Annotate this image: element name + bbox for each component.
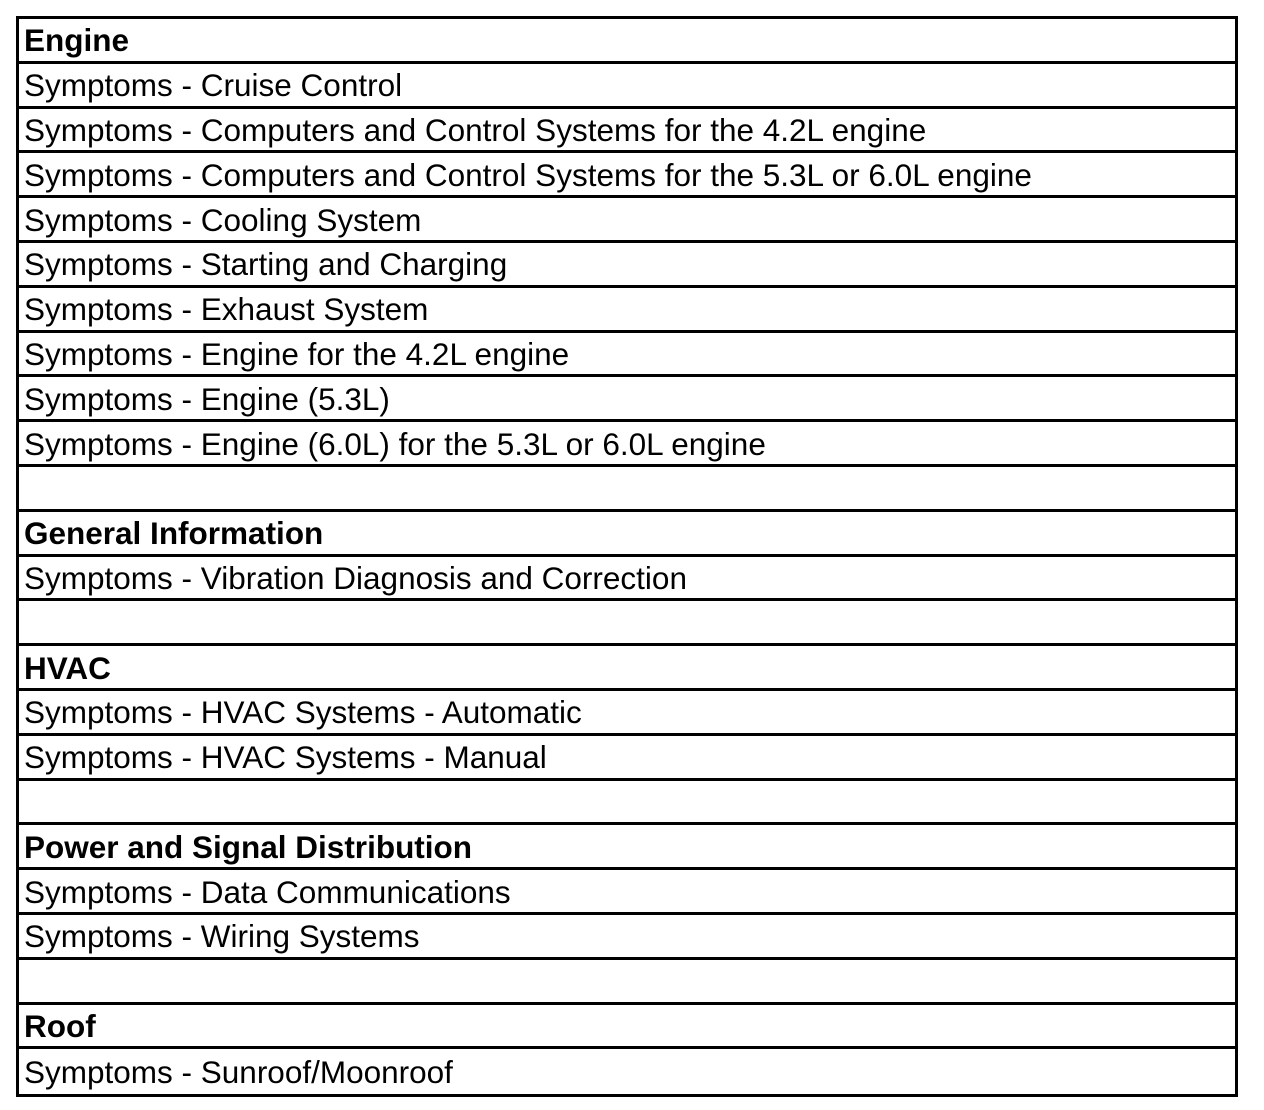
row-data-communications[interactable]: Symptoms - Data Communications: [19, 870, 1235, 915]
blank-row: [19, 601, 1235, 646]
section-header-roof: Roof: [19, 1005, 1235, 1050]
section-header-power-signal-distribution: Power and Signal Distribution: [19, 825, 1235, 870]
row-engine-4-2l[interactable]: Symptoms - Engine for the 4.2L engine: [19, 333, 1235, 378]
symptoms-table: [16, 16, 1238, 1097]
row-cooling-system[interactable]: Symptoms - Cooling System: [19, 198, 1235, 243]
row-vibration-diagnosis[interactable]: Symptoms - Vibration Diagnosis and Correction: [19, 557, 1235, 602]
row-wiring-systems[interactable]: Symptoms - Wiring Systems: [19, 915, 1235, 960]
row-engine-6-0l[interactable]: Symptoms - Engine (6.0L) for the 5.3L or 6.0L engine: [19, 422, 1235, 467]
row-engine-5-3l[interactable]: Symptoms - Engine (5.3L): [19, 377, 1235, 422]
row-computers-5-3l-6-0l[interactable]: Symptoms - Computers and Control Systems for the 5.3L or 6.0L engine: [19, 153, 1235, 198]
section-header-engine: Engine: [19, 19, 1235, 64]
row-computers-4-2l[interactable]: Symptoms - Computers and Control Systems for the 4.2L engine: [19, 109, 1235, 154]
row-sunroof-moonroof[interactable]: Symptoms - Sunroof/Moonroof: [24, 1054, 453, 1091]
blank-row: [19, 467, 1235, 512]
section-header-hvac: HVAC: [19, 646, 1235, 691]
row-hvac-automatic[interactable]: Symptoms - HVAC Systems - Automatic: [19, 691, 1235, 736]
blank-row: [19, 781, 1235, 826]
section-header-general-information: General Information: [19, 512, 1235, 557]
row-cruise-control[interactable]: Symptoms - Cruise Control: [19, 64, 1235, 109]
row-starting-charging[interactable]: Symptoms - Starting and Charging: [19, 243, 1235, 288]
blank-row: [19, 960, 1235, 1005]
row-exhaust-system[interactable]: Symptoms - Exhaust System: [19, 288, 1235, 333]
row-hvac-manual[interactable]: Symptoms - HVAC Systems - Manual: [19, 736, 1235, 781]
